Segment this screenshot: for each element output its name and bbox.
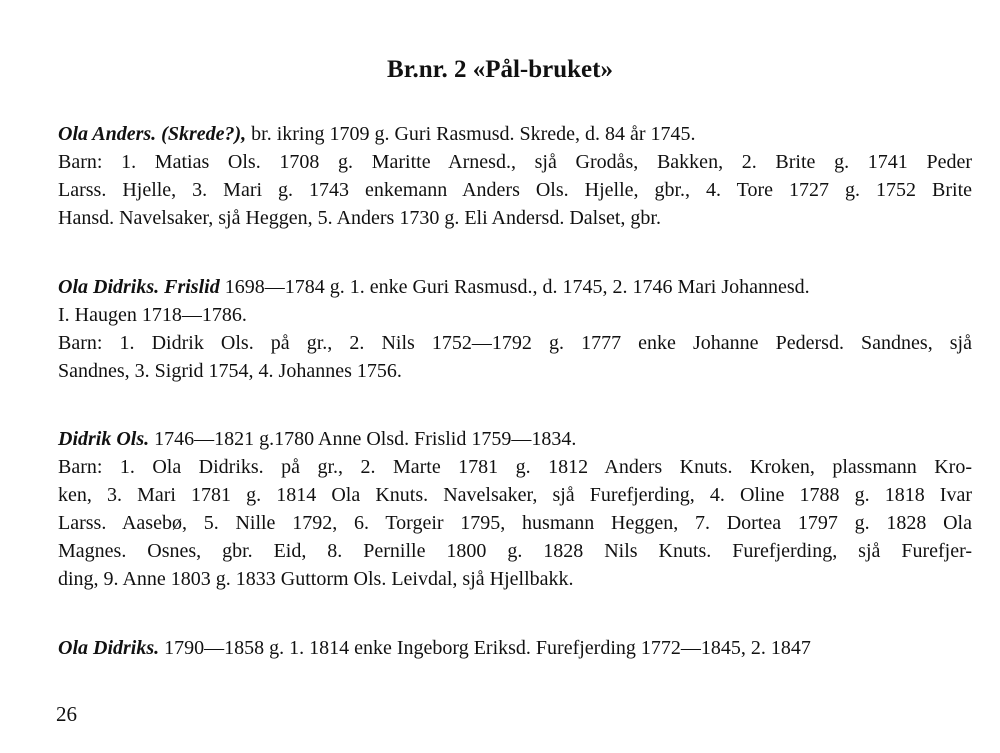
entry-text: 1698—1784 g. 1. enke Guri Rasmusd., d. 1745, 2. 1746 Mari Johannesd. — [219, 276, 810, 298]
entry-line: Barn: 1. Didrik Ols. på gr., 2. Nils 1752—1792 g. 1777 enke Johanne Pedersd. Sandnes, sjå — [58, 332, 972, 354]
person-name: Didrik Ols. — [58, 428, 150, 450]
entry-line — [58, 425, 576, 453]
person-name: Ola Didriks. Frislid — [58, 276, 220, 298]
entry-line: Barn: 1. Ola Didriks. på gr., 2. Marte 1781 g. 1812 Anders Knuts. Kroken, plassmann Kro- — [58, 456, 972, 478]
entry-line — [58, 120, 696, 148]
entry-text: 1746—1821 g.1780 Anne Olsd. Frislid 1759—1834. — [149, 428, 577, 450]
entry-text: br. ikring 1709 g. Guri Rasmusd. Skrede, d. 84 år 1745. — [246, 123, 696, 145]
entry-line: Magnes. Osnes, gbr. Eid, 8. Pernille 1800 g. 1828 Nils Knuts. Furefjerding, sjå Furefjer- — [58, 540, 972, 562]
entry-line: Barn: 1. Matias Ols. 1708 g. Maritte Arnesd., sjå Grodås, Bakken, 2. Brite g. 1741 Peder — [58, 151, 972, 173]
entry-line: I. Haugen 1718—1786. — [58, 304, 247, 326]
entry-line: ken, 3. Mari 1781 g. 1814 Ola Knuts. Navelsaker, sjå Furefjerding, 4. Oline 1788 g. 1818 Ivar — [58, 484, 972, 506]
person-name: Ola Anders. (Skrede?), — [58, 123, 247, 145]
entry-line: Sandnes, 3. Sigrid 1754, 4. Johannes 1756. — [58, 360, 402, 382]
entry-line — [58, 273, 810, 301]
entry-line: ding, 9. Anne 1803 g. 1833 Guttorm Ols. Leivdal, sjå Hjellbakk. — [58, 568, 574, 590]
entry-line: Larss. Aasebø, 5. Nille 1792, 6. Torgeir 1795, husmann Heggen, 7. Dortea 1797 g. 1828 Ola — [58, 512, 972, 534]
page-title: Br.nr. 2 «Pål-bruket» — [387, 56, 613, 83]
entry-line: Hansd. Navelsaker, sjå Heggen, 5. Anders 1730 g. Eli Andersd. Dalset, gbr. — [58, 207, 661, 229]
entry-text: 1790—1858 g. 1. 1814 enke Ingeborg Eriksd. Furefjerding 1772—1845, 2. 1847 — [159, 637, 811, 659]
person-name: Ola Didriks. — [58, 637, 160, 659]
page-number: 26 — [56, 702, 77, 726]
entry-line: Larss. Hjelle, 3. Mari g. 1743 enkemann Anders Ols. Hjelle, gbr., 4. Tore 1727 g. 1752 Brite — [58, 179, 972, 201]
entry-line — [58, 634, 811, 662]
